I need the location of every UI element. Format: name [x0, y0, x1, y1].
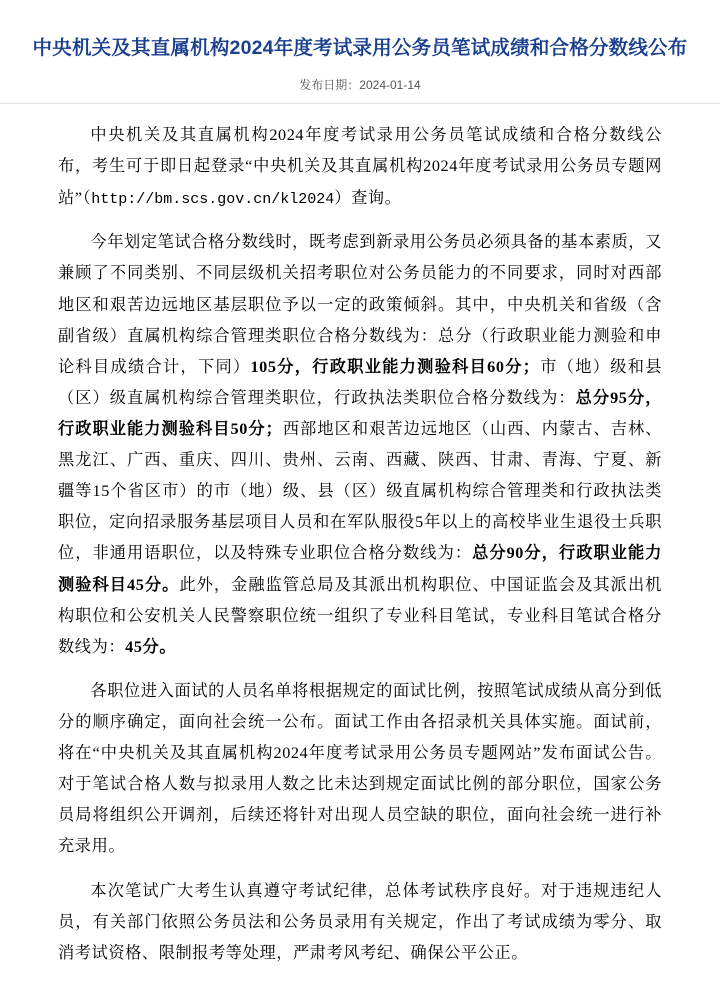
page-title: 中央机关及其直属机构2024年度考试录用公务员笔试成绩和合格分数线公布: [32, 37, 688, 60]
text-run: 西部地区和艰苦边远地区（山西、内蒙古、吉林、黑龙江、广西、重庆、四川、贵州、云南、西藏、陕西、甘肃、青海、宁夏、新疆等15个省区市）的市（地）级、县（区）级直属机构综合管理类和行政执法类职位，定向招录服务基层项目人员和在军队服役5年以上的高校毕业生退役士兵职位，非通用语职位，以及特殊专业职位合格分数线为：: [58, 420, 663, 563]
text-run: 105分，行政职业能力测验科目60分；: [250, 357, 540, 376]
paragraph: [58, 676, 662, 863]
text-run: 总分90分，行政职业能力测验科目45分。: [58, 544, 662, 594]
text-run: 今年划定笔试合格分数线时，既考虑到新录用公务员必须具备的基本素质，又兼顾了不同类别、不同层级机关招考职位对公务员能力的不同要求，同时对西部地区和艰苦边远地区基层职位予以一定的政策倾斜。其中，中央机关和省级（含副省级）直属机构综合管理类职位合格分数线为：总分（行政职业能力测验和申论科目成绩合计，下同）: [58, 233, 662, 376]
text-run: 总分95分，行政职业能力测验科目50分；: [58, 388, 662, 439]
paragraph: [58, 876, 662, 969]
text-run: 市（地）级和县（区）级直属机构综合管理类职位，行政执法类职位合格分数线为：: [58, 357, 662, 407]
publish-date: 发布日期：2024-01-14: [299, 78, 421, 93]
text-run: 本次笔试广大考生认真遵守考试纪律，总体考试秩序良好。对于违规违纪人员，有关部门依照公务员法和公务员录用有关规定，作出了考试成绩为零分、取消考试资格、限制报考等处理，严肃考风考纪、确保公平公正。: [58, 881, 662, 962]
document-body: [0, 104, 720, 999]
text-run: 此外，金融监管总局及其派出机构职位、中国证监会及其派出机构职位和公安机关人民警察职位统一组织了专业科目笔试，专业科目笔试合格分数线为：: [58, 575, 662, 656]
text-run: 各职位进入面试的人员名单将根据规定的面试比例，按照笔试成绩从高分到低分的顺序确定，面向社会统一公布。面试工作由各招录机关具体实施。面试前，将在“中央机关及其直属机构2024年度考试录用公务员专题网站”发布面试公告。对于笔试合格人数与拟录用人数之比未达到规定面试比例的部分职位，国家公务员局将组织公开调剂，后续还将针对出现人员空缺的职位，面向社会统一进行补充录用。: [58, 681, 662, 856]
paragraph: [58, 227, 662, 663]
text-run: 45分。: [125, 637, 177, 656]
text-run: 中央机关及其直属机构2024年度考试录用公务员笔试成绩和合格分数线公布，考生可于即日起登录“中央机关及其直属机构2024年度考试录用公务员专题网站”（: [58, 126, 662, 207]
text-run: ）查询。: [334, 188, 402, 207]
text-run: http://bm.scs.gov.cn/kl2024: [91, 190, 335, 208]
paragraph: [58, 120, 662, 214]
